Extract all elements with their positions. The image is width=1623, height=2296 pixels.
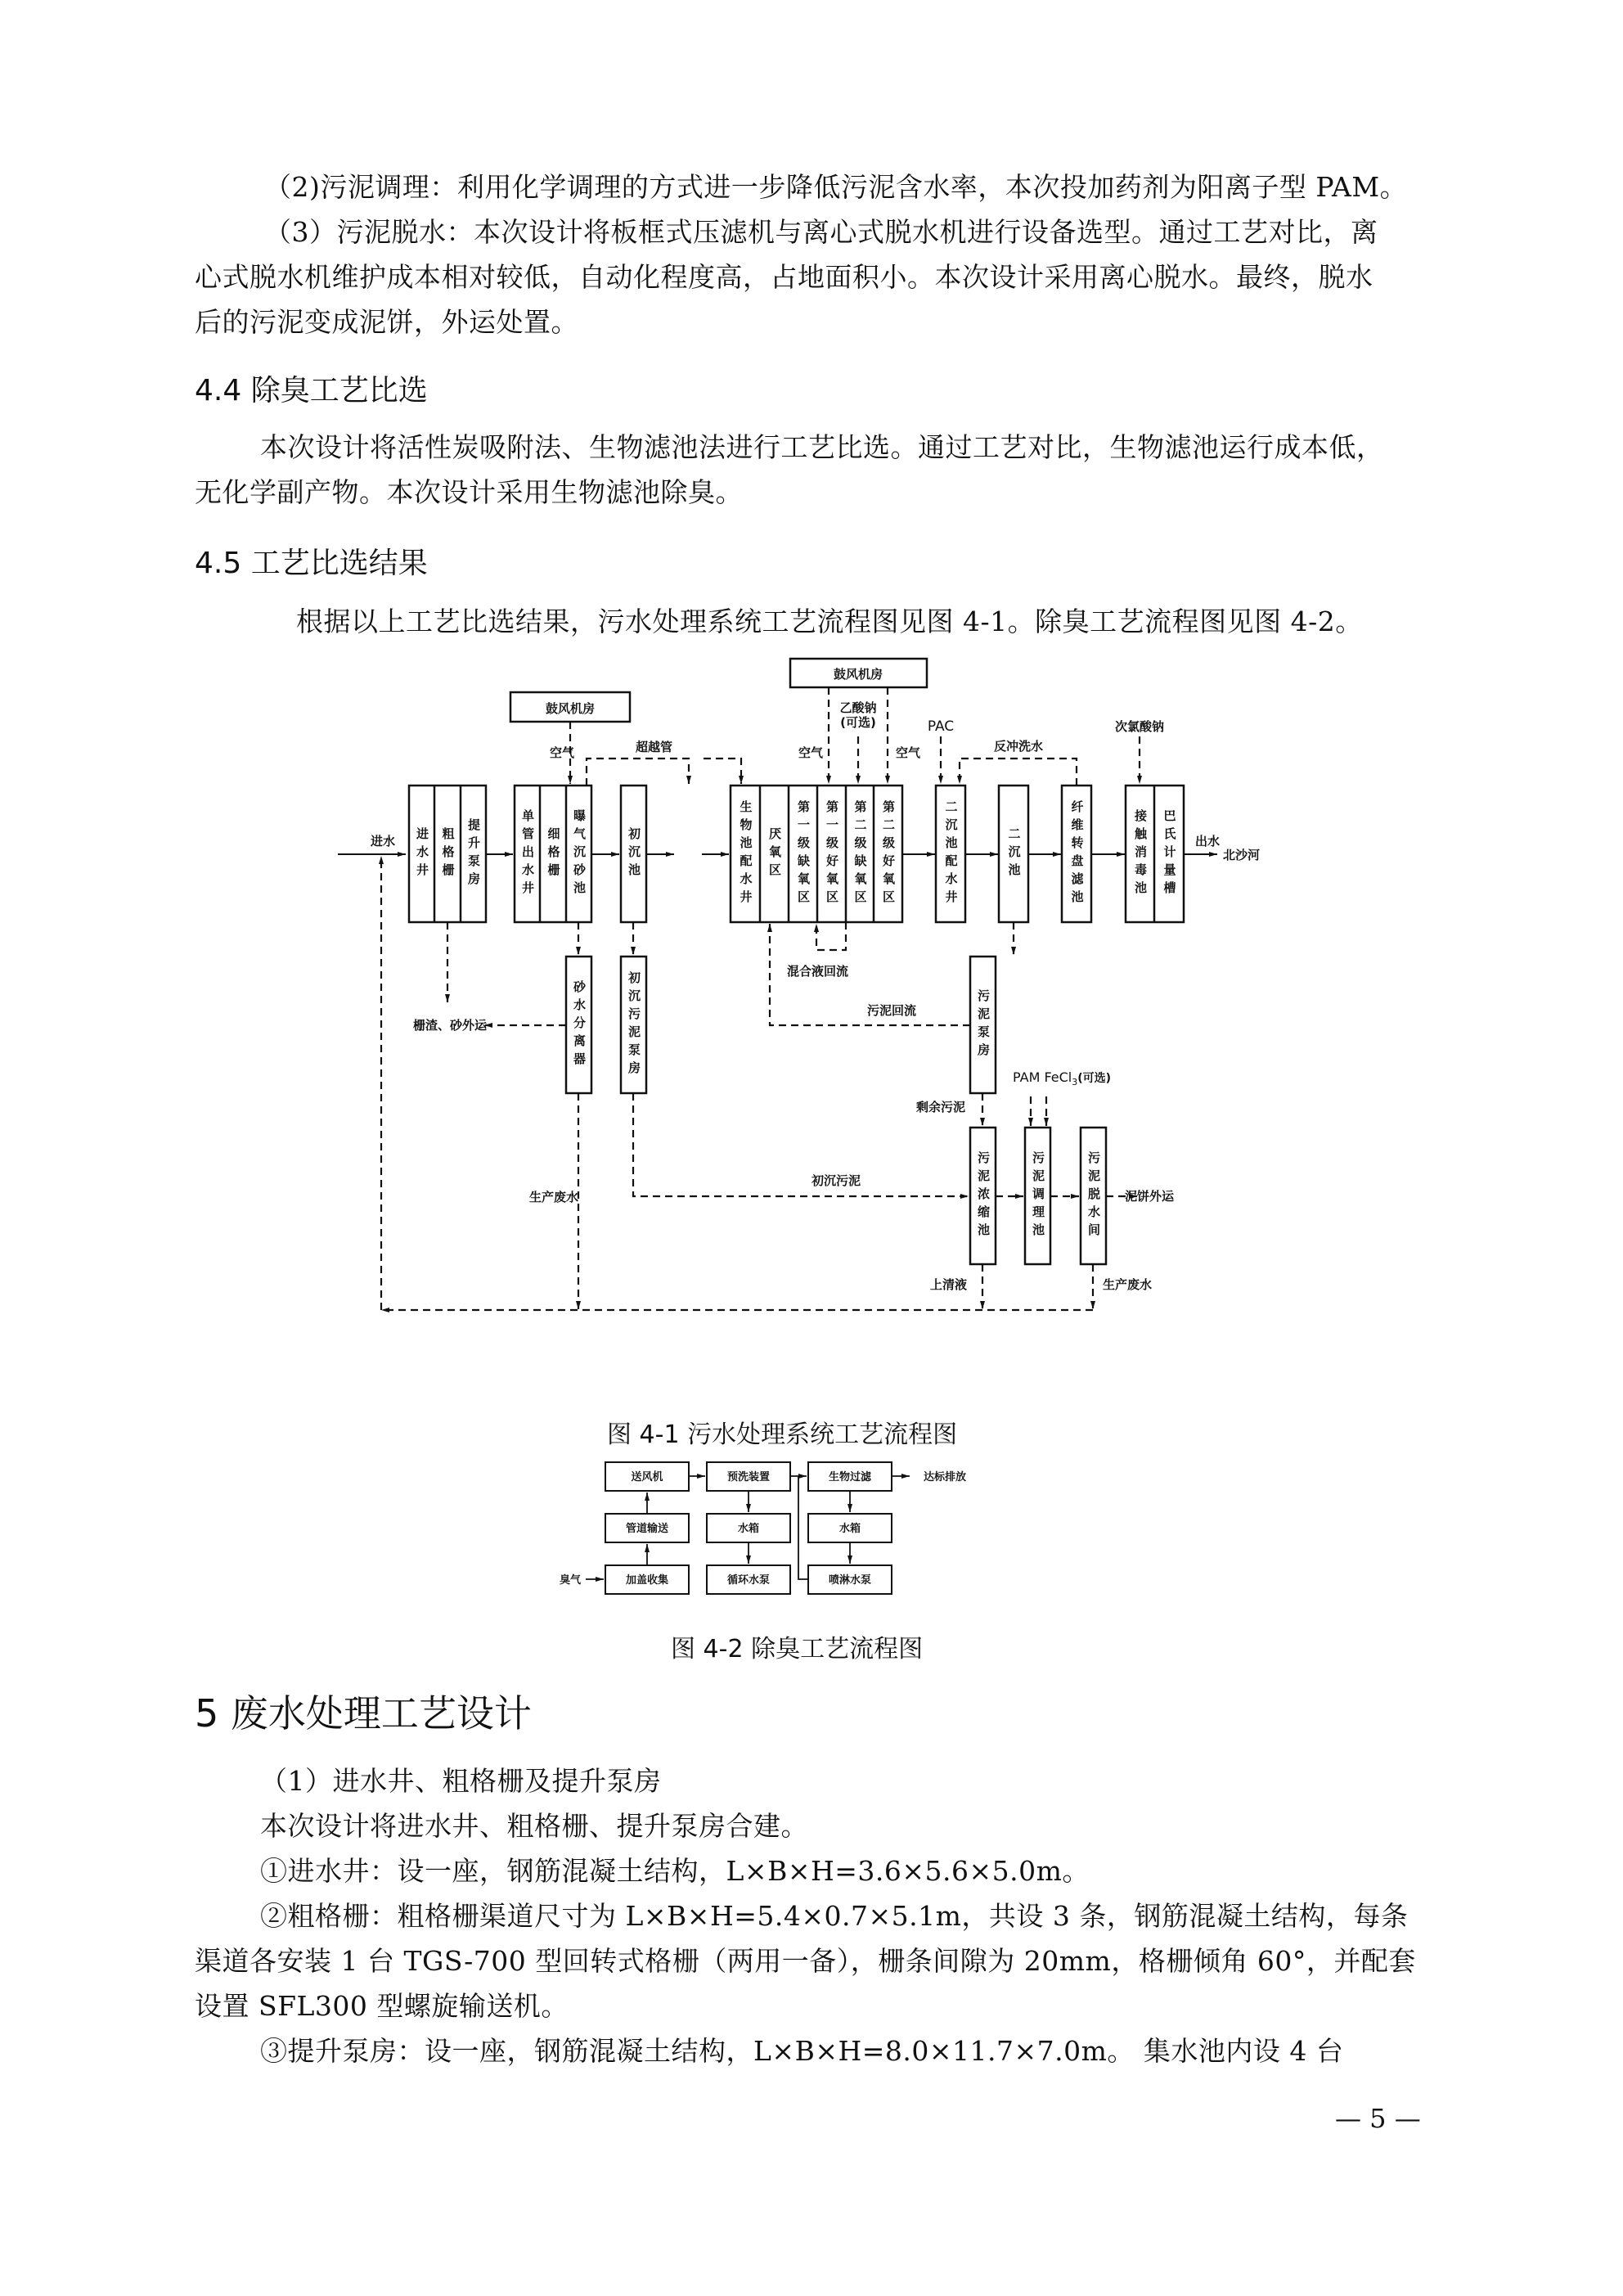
label-mixed-return: 混合液回流: [787, 964, 849, 979]
paragraph-sludge-dewatering-line2: 心式脱水机维护成本相对较低，自动化程度高，占地面积小。本次设计采用离心脱水。最终，脱水: [195, 261, 1373, 293]
label-sodium-acetate: 乙酸钠: [839, 700, 877, 715]
unit-label-sludge-pump: 污泥泵房: [976, 988, 991, 1061]
label-excess-sludge: 剩余污泥: [916, 1100, 966, 1114]
unit-label-lift-pump: 提升泵房: [466, 817, 481, 890]
label-pac: PAC: [927, 718, 955, 735]
label-prod-waste-2: 生产废水: [1103, 1277, 1153, 1292]
paragraph-4-5: 根据以上工艺比选结果，污水处理系统工艺流程图见图 4-1。除臭工艺流程图见图 4-2。: [296, 606, 1363, 637]
unit-label-secondary-clarifier: 二沉池: [1006, 826, 1022, 881]
label-screenings: 栅渣、砂外运: [413, 1018, 488, 1033]
unit-label-oxic1: 第一级好氧区: [825, 799, 839, 908]
item-1-intro: 本次设计将进水井、粗格栅、提升泵房合建。: [260, 1810, 808, 1842]
paragraph-sludge-dewatering-line3: 后的污泥变成泥饼，外运处置。: [195, 306, 578, 338]
item-lift-pump: ③提升泵房：设一座，钢筋混凝土结构，L×B×H=8.0×11.7×7.0m。 集水池内设 4 台: [260, 2035, 1344, 2067]
label-tank-2: 水箱: [838, 1523, 861, 1535]
label-cover-collect: 加盖收集: [625, 1574, 669, 1587]
label-supernatant: 上清液: [930, 1277, 968, 1292]
label-spray-pump: 喷淋水泵: [828, 1574, 872, 1587]
unit-label-dewatering: 污泥脱水间: [1086, 1150, 1101, 1241]
figure-4-1-caption: 图 4-1 污水处理系统工艺流程图: [607, 1420, 958, 1449]
unit-label-conditioning: 污泥调理池: [1031, 1150, 1045, 1241]
unit-label-inlet-well: 进水井: [415, 826, 429, 881]
label-blower-right: 鼓风机房: [833, 667, 883, 682]
unit-label-fine-screen: 细格栅: [546, 826, 561, 881]
unit-label-anoxic1: 第一级缺氧区: [796, 799, 811, 908]
page-number: — 5 —: [1335, 2103, 1421, 2134]
label-air-3: 空气: [896, 745, 921, 760]
unit-label-coarse-screen: 粗格栅: [440, 826, 456, 881]
label-blower-left: 鼓风机房: [545, 701, 596, 716]
label-biofilter: 生物过滤: [828, 1471, 872, 1483]
label-primary-sludge: 初沉污泥: [812, 1173, 861, 1188]
label-backwash: 反冲洗水: [993, 739, 1044, 754]
unit-label-contact-disinfection: 接触消毒池: [1133, 808, 1148, 899]
unit-label-thickener: 污泥浓缩池: [976, 1150, 991, 1241]
label-prewash: 预洗装置: [726, 1471, 771, 1483]
unit-label-primary-sludge-pump: 初沉污泥泵房: [627, 970, 641, 1079]
label-hypochlorite: 次氯酸钠: [1114, 719, 1165, 734]
label-outflow: 出水: [1195, 834, 1221, 849]
label-cake-out: 泥饼外运: [1125, 1189, 1175, 1204]
label-chem: PAM FeCl$_3$(可选): [1013, 1069, 1112, 1087]
unit-label-primary-clarifier: 初沉池: [627, 826, 641, 881]
label-bypass: 超越管: [636, 740, 673, 754]
label-tank-1: 水箱: [737, 1523, 760, 1535]
unit-label-grit-separator: 砂水分离器: [572, 979, 587, 1070]
unit-label-single-pipe-well: 单管出水井: [520, 808, 535, 899]
label-prod-waste-1: 生产废水: [529, 1190, 579, 1204]
unit-label-parshall-flume: 巴氏计量槽: [1162, 808, 1177, 899]
unit-label-sec-dist-well: 二沉池配水井: [943, 799, 959, 908]
unit-label-aerated-grit: 曝气沉砂池: [572, 808, 587, 899]
label-pipe: 管道输送: [625, 1523, 669, 1535]
heading-4-4: 4.4 除臭工艺比选: [195, 374, 428, 407]
unit-label-anaerobic: 厌氧区: [767, 826, 782, 881]
item-coarse-screen-line2: 渠道各安装 1 台 TGS-700 型回转式格栅（两用一备），栅条间隙为 20mm，格栅倾角 60°，并配套: [195, 1945, 1416, 1977]
item-1-title: （1）进水井、粗格栅及提升泵房: [260, 1765, 662, 1797]
paragraph-4-4-line2: 无化学副产物。本次设计采用生物滤池除臭。: [195, 476, 743, 508]
label-inflow: 进水: [371, 834, 396, 849]
label-optional: (可选): [840, 715, 876, 730]
item-coarse-screen-line1: ②粗格栅：粗格栅渠道尺寸为 L×B×H=5.4×0.7×5.1m，共设 3 条，钢筋混凝土结构，每条: [260, 1900, 1409, 1932]
heading-5: 5 废水处理工艺设计: [195, 1691, 532, 1736]
label-air-1: 空气: [550, 745, 575, 760]
label-air-2: 空气: [798, 745, 824, 760]
unit-label-fiber-disc-filter: 纤维转盘滤池: [1069, 799, 1085, 908]
label-river: 北沙河: [1223, 848, 1261, 862]
figure-4-2-caption: 图 4-2 除臭工艺流程图: [671, 1635, 924, 1663]
paragraph-sludge-dewatering-line1: （3）污泥脱水：本次设计将板框式压滤机与离心式脱水机进行设备选型。通过工艺对比，离: [264, 216, 1378, 248]
label-odor: 臭气: [559, 1574, 582, 1587]
figure-4-2-odor-diagram: [0, 1448, 1623, 1612]
unit-label-anoxic2: 第二级缺氧区: [852, 799, 868, 908]
label-discharge: 达标排放: [923, 1471, 967, 1483]
unit-label-bio-dist-well: 生物池配水井: [738, 799, 753, 908]
item-inlet-well: ①进水井：设一座，钢筋混凝土结构，L×B×H=3.6×5.6×5.0m。: [260, 1855, 1090, 1887]
label-blower: 送风机: [631, 1471, 663, 1483]
item-coarse-screen-line3: 设置 SFL300 型螺旋输送机。: [195, 1990, 569, 2022]
unit-label-oxic2: 第二级好氧区: [881, 799, 896, 908]
paragraph-4-4-line1: 本次设计将活性炭吸附法、生物滤池法进行工艺比选。通过工艺对比，生物滤池运行成本低，: [260, 431, 1384, 463]
paragraph-sludge-conditioning: （2)污泥调理：利用化学调理的方式进一步降低污泥含水率，本次投加药剂为阳离子型 PAM。: [264, 171, 1408, 203]
label-circ-pump: 循环水泵: [726, 1574, 771, 1587]
label-sludge-return: 污泥回流: [867, 1003, 917, 1018]
heading-4-5: 4.5 工艺比选结果: [195, 547, 428, 580]
